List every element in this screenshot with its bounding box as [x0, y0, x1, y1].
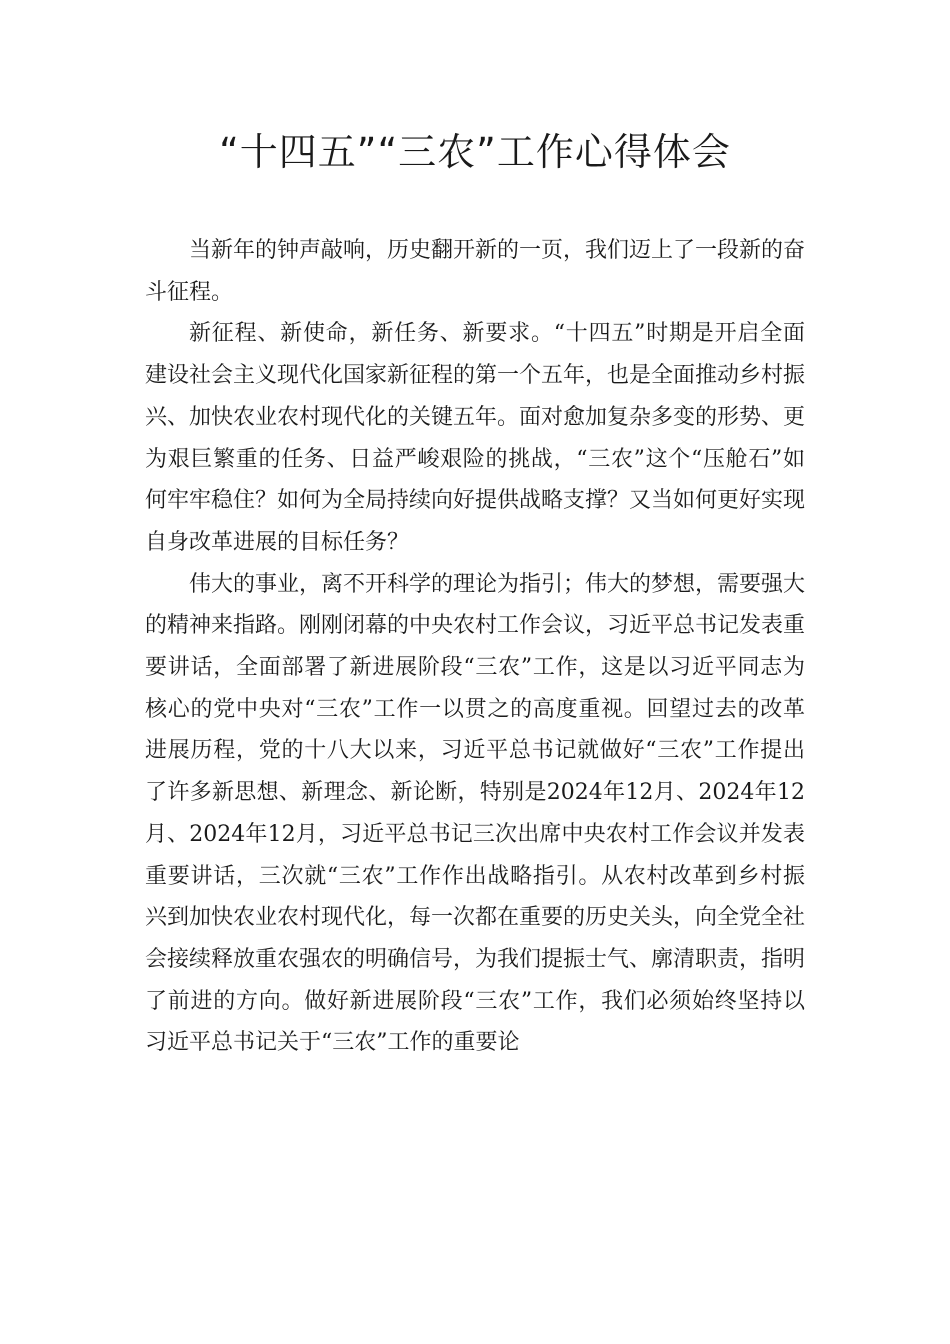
paragraph: 伟大的事业，离不开科学的理论为指引；伟大的梦想，需要强大的精神来指路。刚刚闭幕的中央农村工作会议，习近平总书记发表重要讲话，全面部署了新进展阶段“三农”工作，这是以习近平同志为核心的党中央对“三农”工作一以贯之的高度重视。回望过去的改革进展历程，党的十八大以来，习近平总书记就做好“三农”工作提出了许多新思想、新理念、新论断，特别是2024年12月、2024年12月、2024年12月，习近平总书记三次出席中央农村工作会议并发表重要讲话，三次就“三农”工作作出战略指引。从农村改革到乡村振兴到加快农业农村现代化，每一次都在重要的历史关头，向全党全社会接续释放重农强农的明确信号，为我们提振士气、廓清职责，指明了前进的方向。做好新进展阶段“三农”工作，我们必须始终坚持以习近平总书记关于“三农”工作的重要论	[145, 571, 806, 1056]
paragraph: 新征程、新使命，新任务、新要求。“十四五”时期是开启全面建设社会主义现代化国家新征程的第一个五年，也是全面推动乡村振兴、加快农业农村现代化的关键五年。面对愈加复杂多变的形势、更为艰巨繁重的任务、日益严峻艰险的挑战，“三农”这个“压舱石”如何牢牢稳住？如何为全局持续向好提供战略支撑？又当如何更好实现自身改革进展的目标任务？	[145, 321, 806, 555]
document-title: “十四五”“三农”工作心得体会	[219, 130, 731, 174]
paragraph: 当新年的钟声敲响，历史翻开新的一页，我们迈上了一段新的奋斗征程。	[145, 238, 806, 305]
document-body	[145, 230, 805, 1064]
